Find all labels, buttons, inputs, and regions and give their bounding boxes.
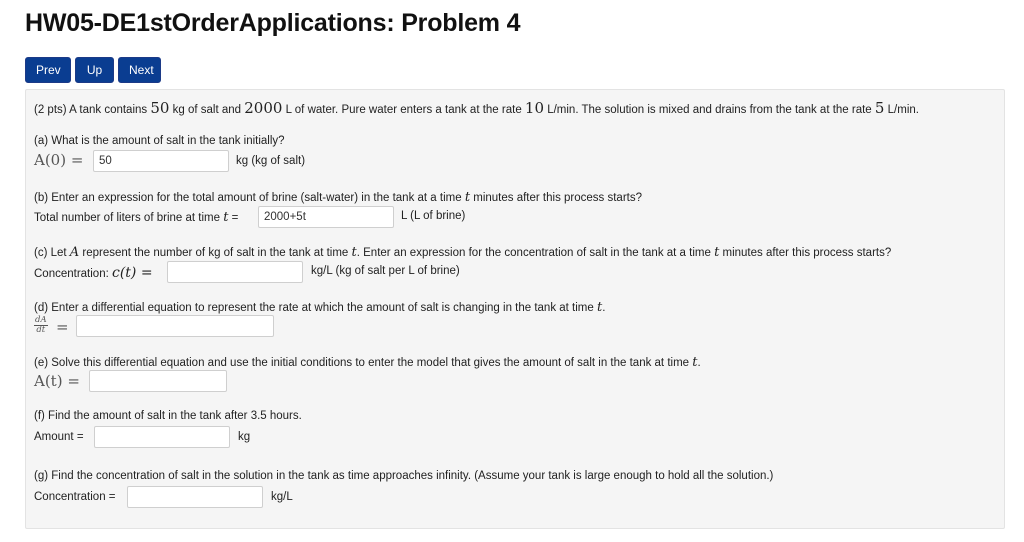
part-g-input[interactable] — [127, 486, 263, 508]
problem-panel — [25, 89, 1005, 529]
part-a-label: A(0) = — [34, 151, 84, 169]
part-b-input[interactable] — [258, 206, 394, 228]
part-c-label: Concentration: c(t) = — [34, 265, 153, 281]
part-a-question: (a) What is the amount of salt in the tank initially? — [34, 135, 285, 147]
prev-button[interactable]: Prev — [25, 57, 71, 83]
part-c-unit: kg/L (kg of salt per L of brine) — [311, 265, 460, 277]
part-c-input[interactable] — [167, 261, 303, 283]
up-button[interactable]: Up — [75, 57, 114, 83]
part-c-question: (c) Let A represent the number of kg of salt in the tank at time t. Enter an expression for the concentration of salt in the tank at a time t minutes after this process starts? — [34, 245, 892, 260]
part-d-equals: = — [56, 318, 69, 336]
page-title: HW05-DE1stOrderApplications: Problem 4 — [25, 9, 521, 37]
problem-nav — [25, 57, 161, 83]
part-e-label: A(t) = — [34, 372, 80, 390]
part-e-question: (e) Solve this differential equation and use the initial conditions to enter the model that gives the amount of salt in the tank at time t. — [34, 355, 701, 370]
water-amount: 2000 — [244, 99, 283, 117]
rate-out: 5 — [874, 99, 885, 117]
salt-amount: 50 — [150, 99, 170, 117]
part-f-question: (f) Find the amount of salt in the tank after 3.5 hours. — [34, 410, 302, 422]
rate-in: 10 — [524, 99, 544, 117]
dA-dt-fraction: $\frac{dA}{dt}$ — [35, 315, 47, 335]
part-d-input[interactable] — [76, 315, 274, 337]
next-button[interactable]: Next — [118, 57, 161, 83]
problem-statement: (2 pts) A tank contains 50 kg of salt and 2000 L of water. Pure water enters a tank at the rate 10 L/min. The solution is mixed and drains from the tank at the rate 5 L/min. — [34, 99, 919, 117]
part-b-unit: L (L of brine) — [401, 210, 466, 222]
part-f-unit: kg — [238, 431, 251, 443]
part-g-question: (g) Find the concentration of salt in the solution in the tank as time approaches infinity. (Assume your tank is large enough to hold all the solution.) — [34, 470, 774, 482]
part-g-label: Concentration = — [34, 491, 116, 503]
part-g-unit: kg/L — [271, 491, 293, 503]
part-d-question: (d) Enter a differential equation to represent the rate at which the amount of salt is changing in the tank at time t. — [34, 300, 606, 315]
part-a-unit: kg (kg of salt) — [236, 155, 306, 167]
part-e-input[interactable] — [89, 370, 227, 392]
part-b-label: Total number of liters of brine at time t = — [34, 210, 239, 225]
part-b-question: (b) Enter an expression for the total amount of brine (salt-water) in the tank at a time t minutes after this process starts? — [34, 190, 642, 205]
part-a-input[interactable] — [93, 150, 229, 172]
part-f-input[interactable] — [94, 426, 230, 448]
part-f-label: Amount = — [34, 431, 84, 443]
